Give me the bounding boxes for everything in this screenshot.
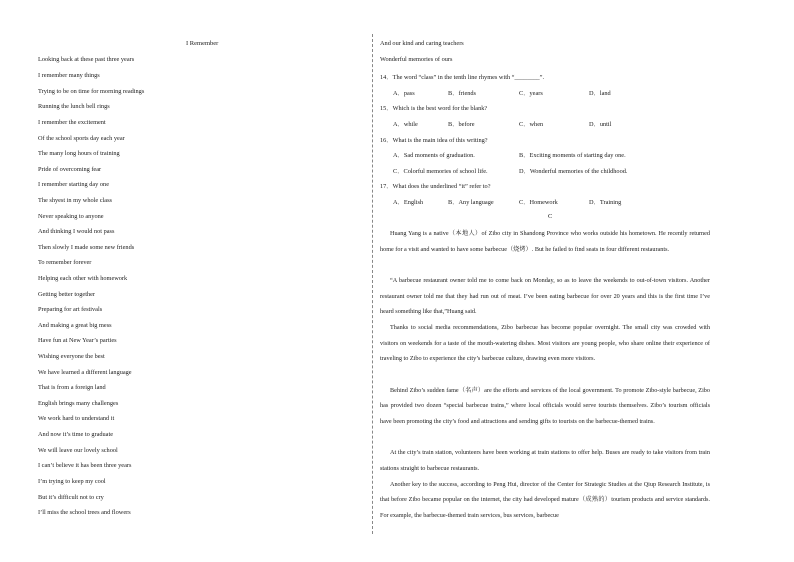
poem-line: And making a great big mess	[38, 321, 112, 329]
answer-option: D．until	[589, 121, 612, 128]
answer-option: B．Exciting moments of starting day one.	[519, 152, 626, 159]
answer-option: C．when	[519, 121, 544, 128]
answer-option: D．Training	[589, 199, 622, 206]
poem-line: Of the school sports day each year	[38, 134, 125, 142]
poem-line: Have fun at New Year’s parties	[38, 337, 117, 344]
answer-option: C．Colorful memories of school life.	[393, 168, 488, 175]
poem-line: Looking back at these past three years	[38, 56, 135, 63]
poem-line: But it’s difficult not to cry	[38, 493, 104, 501]
article-paragraph: Huang Yang is a native（本地人）of Zibo city in Shandong Province who works outside his hometown. He recently returned home for a visit and wanted to have some barbecue（烧烤）. But he failed to find seats in four different restaurants.	[380, 230, 710, 253]
poem-line: Preparing for art festivals	[38, 306, 103, 313]
article-paragraph: “A barbecue restaurant owner told me to come back on Monday, so as to leave the weekends to out-of-town visitors. Another restaurant owner told me that they had run out of meat. I’ve been eating barbecue for over 20 years and this is the first time I’ve heard something like that,”Huang said.	[380, 277, 710, 316]
article-paragraph: Another key to the success, according to Peng Hui, director of the Center for Strategic Studies at the Qiup Research Institute, is that before Zibo became popular on the internet, the city had developed mature（成熟的）tourism products and service standards. For example, the barbecue-themed train services, bus services, barbecue	[380, 480, 710, 519]
answer-option: A．English	[393, 199, 424, 206]
poem-line: Helping each other with homework	[38, 275, 128, 282]
poem-continuation-line: Wonderful memories of ours	[380, 56, 453, 63]
poem-line: Running the lunch bell rings	[38, 103, 110, 110]
poem-line: We work hard to understand it	[38, 415, 115, 422]
poem-line: English brings many challenges	[38, 399, 119, 407]
poem-line: I can’t believe it has been three years	[38, 462, 132, 469]
answer-option: A．Sad moments of graduation.	[393, 152, 475, 159]
poem-line: We will leave our lovely school	[38, 446, 118, 454]
answer-option: C．Homework	[519, 199, 558, 206]
poem-line: I remember the excitement	[38, 119, 106, 126]
poem-line: Pride of overcoming fear	[38, 166, 102, 173]
answer-option: A．while	[393, 121, 418, 128]
poem-line: And now it’s time to graduate	[38, 431, 114, 438]
poem-line: Wishing everyone the best	[38, 353, 105, 360]
question-stem: 14．The word “class” in the tenth line rhymes with “________”.	[380, 74, 545, 81]
answer-option: A．pass	[393, 89, 415, 97]
article-paragraph: Behind Zibo’s sudden fame（名声）are the efforts and services of the local government. To promote Zibo-style barbecue, Zibo has provided two dozen “special barbecue trains,” where local officials would serve tourists themselves. Zibo’s tourism officials have been promoting the city’s food and attractions and sending gifts to tourists on the barbecue-themed trains.	[380, 386, 710, 425]
article-paragraph: At the city’s train station, volunteers have been working at train stations to offer help. Buses are ready to take visitors from train stations straight to barbecue restaurants.	[380, 449, 710, 472]
poem-line: The shyest in my whole class	[38, 197, 112, 204]
poem-line: The many long hours of training	[38, 150, 120, 157]
poem-title: I Remember	[186, 40, 219, 47]
poem-continuation-line: And our kind and caring teachers	[380, 40, 464, 47]
poem-line: Then slowly I made some new friends	[38, 243, 135, 251]
answer-option: B．friends	[448, 89, 476, 97]
answer-option: D．land	[589, 89, 611, 97]
poem-line: I’m trying to keep my cool	[38, 478, 106, 485]
poem-line: I’ll miss the school trees and flowers	[38, 509, 131, 516]
answer-option: B．Any language	[448, 199, 494, 206]
poem-line: Trying to be on time for morning readings	[38, 87, 145, 95]
answer-option: D．Wonderful memories of the childhood.	[519, 168, 628, 175]
question-stem: 16．What is the main idea of this writing?	[380, 136, 488, 144]
article-paragraph: Thanks to social media recommendations, Zibo barbecue has become popular overnight. The small city was crowded with visitors on weekends for a taste of the mouth-watering dishes. Most visitors are young people, who share online their experience of traveling to Zibo to experience the city’s barbecue culture, drawing even more visitors.	[380, 324, 710, 363]
column-divider	[372, 34, 373, 534]
answer-option: B．before	[448, 121, 475, 128]
question-stem: 15．Which is the best word for the blank?	[380, 105, 488, 112]
poem-line: I remember many things	[38, 72, 100, 79]
poem-line: Never speaking to anyone	[38, 212, 104, 220]
section-label: C	[548, 213, 553, 220]
poem-line: I remember starting day one	[38, 181, 109, 188]
poem-line: We have learned a different language	[38, 368, 132, 376]
poem-line: And thinking I would not pass	[38, 228, 115, 235]
poem-line: Getting better together	[38, 290, 96, 298]
answer-option: C．years	[519, 89, 543, 97]
poem-line: To remember forever	[38, 259, 92, 266]
poem-line: That is from a foreign land	[38, 384, 106, 391]
question-stem: 17．What does the underlined “it” refer to?	[380, 183, 491, 190]
